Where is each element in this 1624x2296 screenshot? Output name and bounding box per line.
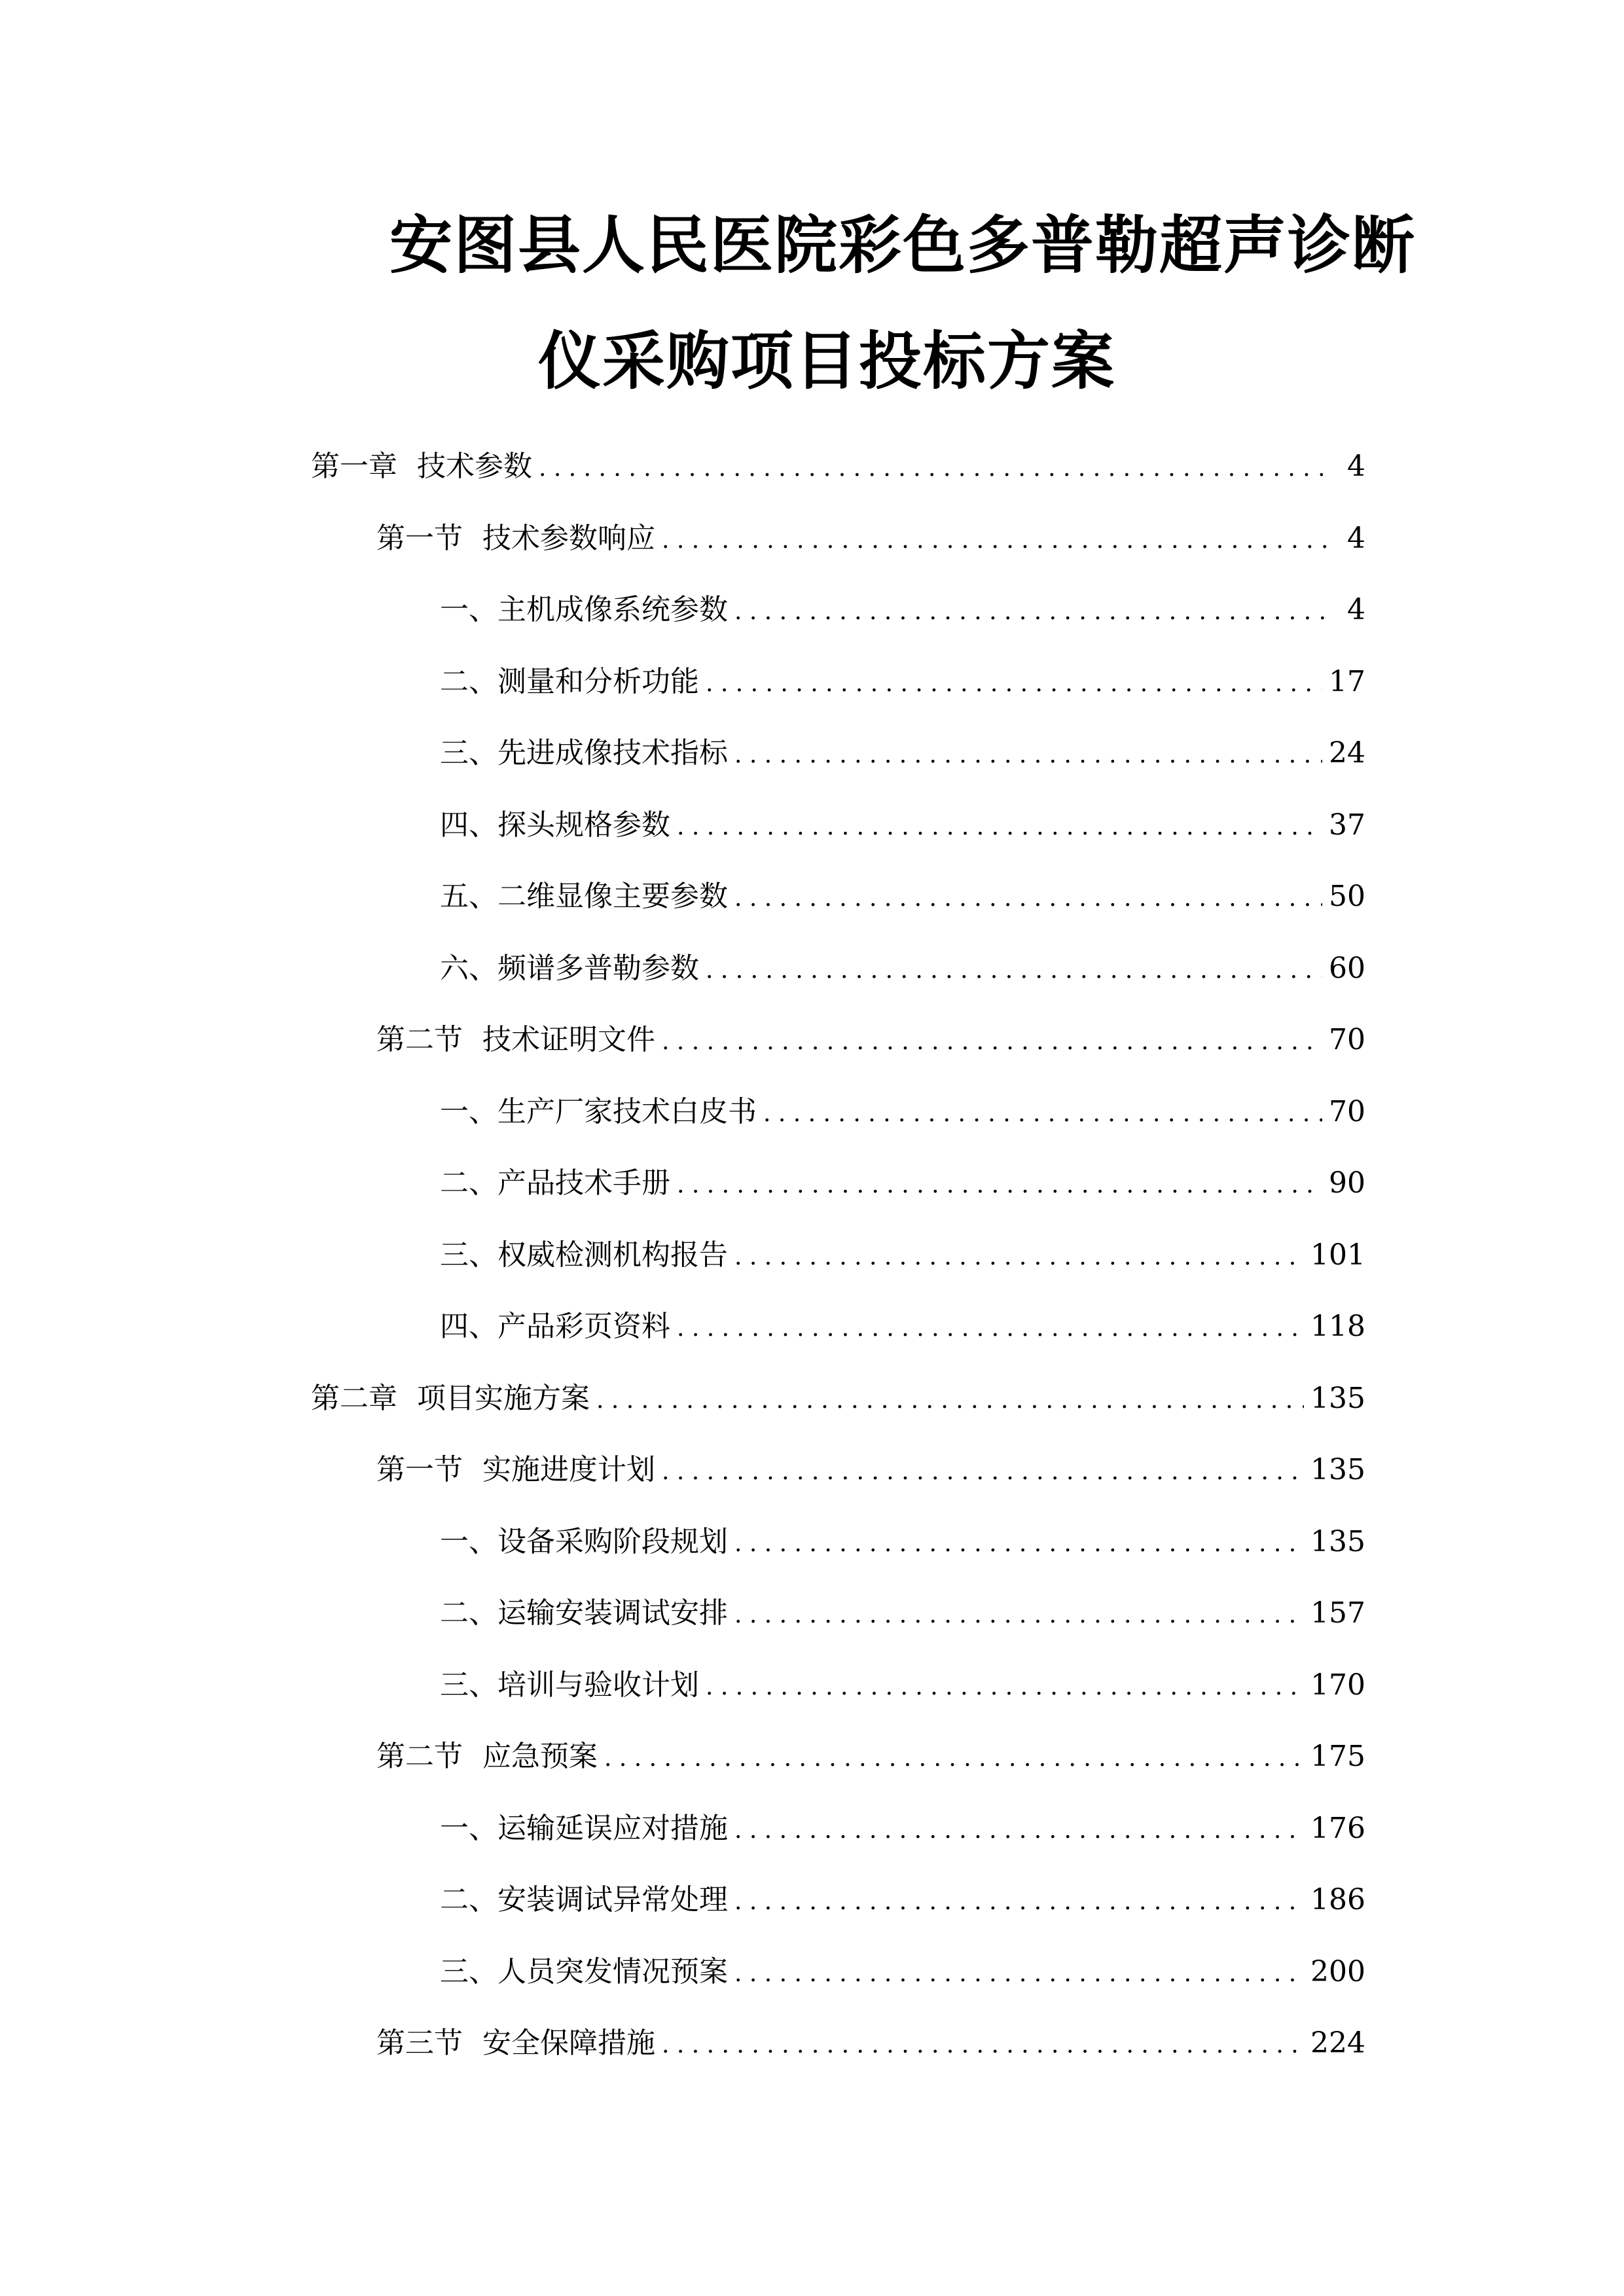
toc-entry-number: 五、	[440, 880, 497, 913]
toc-entry-title: 二维显像主要参数	[497, 880, 728, 913]
toc-entry-number: 二、	[440, 1883, 497, 1916]
toc-entry[interactable]	[440, 1590, 1365, 1636]
toc-entry-page-number: 50	[1329, 880, 1365, 913]
toc-entry-title: 探头规格参数	[497, 808, 670, 842]
toc-dot-leader	[734, 1234, 1304, 1280]
toc-dot-leader	[734, 589, 1333, 635]
toc-dot-leader	[734, 1951, 1304, 1997]
toc-entry-title: 产品彩页资料	[497, 1310, 670, 1343]
toc-entry-page-number: 24	[1329, 736, 1365, 770]
toc-entry-page-number: 175	[1310, 1740, 1365, 1773]
toc-dot-leader	[539, 446, 1333, 492]
toc-entry-number: 三、	[440, 736, 497, 770]
toc-dot-leader	[734, 1879, 1304, 1925]
toc-entry-title: 产品技术手册	[497, 1166, 670, 1200]
toc-entry-page-number: 90	[1329, 1166, 1365, 1200]
toc-entry-number: 二、	[440, 1166, 497, 1200]
toc-entry-title: 应急预案	[482, 1740, 598, 1773]
toc-entry-title: 安装调试异常处理	[497, 1883, 728, 1916]
toc-entry-page-number: 157	[1310, 1596, 1365, 1630]
toc-entry-title: 实施进度计划	[482, 1453, 655, 1486]
toc-entry-page-number: 200	[1310, 1955, 1365, 1988]
toc-entry-title: 安全保障措施	[482, 2026, 655, 2060]
toc-entry-title: 技术参数响应	[482, 522, 655, 555]
toc-dot-leader	[706, 661, 1322, 707]
toc-entry-number: 一、	[440, 1095, 497, 1128]
toc-entry-title: 频谱多普勒参数	[497, 952, 699, 985]
toc-entry-page-number: 224	[1310, 2026, 1365, 2060]
toc-entry[interactable]	[440, 946, 1365, 992]
toc-dot-leader	[763, 1091, 1322, 1137]
toc-entry-title: 主机成像系统参数	[497, 593, 728, 626]
toc-entry-title: 技术参数	[417, 450, 532, 483]
toc-entry-title: 先进成像技术指标	[497, 736, 728, 770]
toc-entry[interactable]	[376, 1447, 1365, 1493]
toc-entry[interactable]	[440, 1232, 1365, 1278]
toc-entry-page-number: 170	[1310, 1668, 1365, 1702]
toc-entry-title: 设备采购阶段规划	[497, 1525, 728, 1558]
toc-entry-number: 第一章	[311, 450, 397, 483]
toc-entry-page-number: 70	[1329, 1023, 1365, 1056]
toc-entry[interactable]	[311, 444, 1365, 490]
toc-dot-leader	[734, 732, 1322, 778]
toc-entry-number: 三、	[440, 1238, 497, 1272]
toc-dot-leader	[662, 2022, 1304, 2068]
toc-entry-number: 第二节	[376, 1740, 463, 1773]
document-title-line-2: 仪采购项目投标方案	[538, 325, 1115, 398]
toc-entry[interactable]	[440, 802, 1365, 848]
toc-dot-leader	[677, 1162, 1322, 1208]
toc-entry-title: 生产厂家技术白皮书	[497, 1095, 757, 1128]
toc-entry-title: 运输延误应对措施	[497, 1812, 728, 1845]
toc-dot-leader	[734, 1592, 1304, 1638]
toc-dot-leader	[662, 1449, 1304, 1495]
toc-dot-leader	[604, 1736, 1304, 1782]
toc-entry-number: 第三节	[376, 2026, 463, 2060]
toc-entry-number: 四、	[440, 1310, 497, 1343]
toc-dot-leader	[662, 518, 1333, 564]
toc-dot-leader	[706, 1664, 1304, 1710]
toc-entry[interactable]	[440, 1949, 1365, 1995]
toc-entry[interactable]	[440, 1662, 1365, 1708]
toc-entry[interactable]	[440, 587, 1365, 633]
toc-entry-number: 六、	[440, 952, 497, 985]
toc-entry-page-number: 4	[1347, 593, 1365, 626]
toc-entry-page-number: 135	[1310, 1525, 1365, 1558]
document-title-line-1: 安图县人民医院彩色多普勒超声诊断	[389, 209, 1416, 282]
toc-entry-number: 第一节	[376, 1453, 463, 1486]
toc-entry[interactable]	[376, 2020, 1365, 2066]
toc-entry[interactable]	[311, 1376, 1365, 1422]
toc-entry-number: 二、	[440, 665, 497, 698]
toc-dot-leader	[677, 804, 1322, 850]
toc-entry-page-number: 186	[1310, 1883, 1365, 1916]
toc-dot-leader	[734, 876, 1322, 922]
toc-entry-number: 第二章	[311, 1382, 397, 1415]
toc-entry-title: 人员突发情况预案	[497, 1955, 728, 1988]
toc-entry-number: 三、	[440, 1668, 497, 1702]
toc-entry[interactable]	[440, 659, 1365, 705]
toc-entry-page-number: 4	[1347, 522, 1365, 555]
toc-entry-page-number: 37	[1329, 808, 1365, 842]
toc-entry-page-number: 60	[1329, 952, 1365, 985]
toc-entry-title: 培训与验收计划	[497, 1668, 699, 1702]
toc-entry[interactable]	[440, 1806, 1365, 1852]
toc-entry[interactable]	[440, 730, 1365, 776]
toc-entry[interactable]	[376, 516, 1365, 562]
toc-dot-leader	[662, 1019, 1322, 1065]
toc-entry[interactable]	[440, 1304, 1365, 1350]
toc-entry-title: 项目实施方案	[417, 1382, 590, 1415]
toc-entry-number: 三、	[440, 1955, 497, 1988]
toc-entry[interactable]	[376, 1734, 1365, 1780]
toc-entry-number: 二、	[440, 1596, 497, 1630]
toc-entry-page-number: 135	[1310, 1382, 1365, 1415]
toc-entry-page-number: 176	[1310, 1812, 1365, 1845]
toc-entry-title: 测量和分析功能	[497, 665, 699, 698]
toc-entry[interactable]	[440, 1519, 1365, 1565]
toc-entry-number: 一、	[440, 1812, 497, 1845]
toc-entry-page-number: 17	[1329, 665, 1365, 698]
toc-entry-number: 一、	[440, 1525, 497, 1558]
toc-entry-number: 第二节	[376, 1023, 463, 1056]
toc-entry[interactable]	[440, 1089, 1365, 1135]
toc-entry-number: 第一节	[376, 522, 463, 555]
toc-dot-leader	[734, 1808, 1304, 1854]
toc-entry[interactable]	[440, 1877, 1365, 1923]
toc-entry-title: 技术证明文件	[482, 1023, 655, 1056]
toc-entry-title: 运输安装调试安排	[497, 1596, 728, 1630]
toc-entry-number: 四、	[440, 808, 497, 842]
toc-entry-page-number: 4	[1347, 450, 1365, 483]
toc-dot-leader	[734, 1521, 1304, 1567]
toc-entry-number: 一、	[440, 593, 497, 626]
toc-entry[interactable]	[376, 1017, 1365, 1063]
toc-entry-page-number: 70	[1329, 1095, 1365, 1128]
toc-dot-leader	[596, 1378, 1304, 1424]
toc-entry[interactable]	[440, 1160, 1365, 1206]
toc-entry[interactable]	[440, 874, 1365, 920]
toc-dot-leader	[706, 948, 1322, 994]
toc-entry-title: 权威检测机构报告	[497, 1238, 728, 1272]
toc-entry-page-number: 118	[1310, 1310, 1365, 1343]
toc-dot-leader	[677, 1306, 1304, 1352]
toc-entry-page-number: 135	[1310, 1453, 1365, 1486]
toc-entry-page-number: 101	[1310, 1238, 1365, 1272]
